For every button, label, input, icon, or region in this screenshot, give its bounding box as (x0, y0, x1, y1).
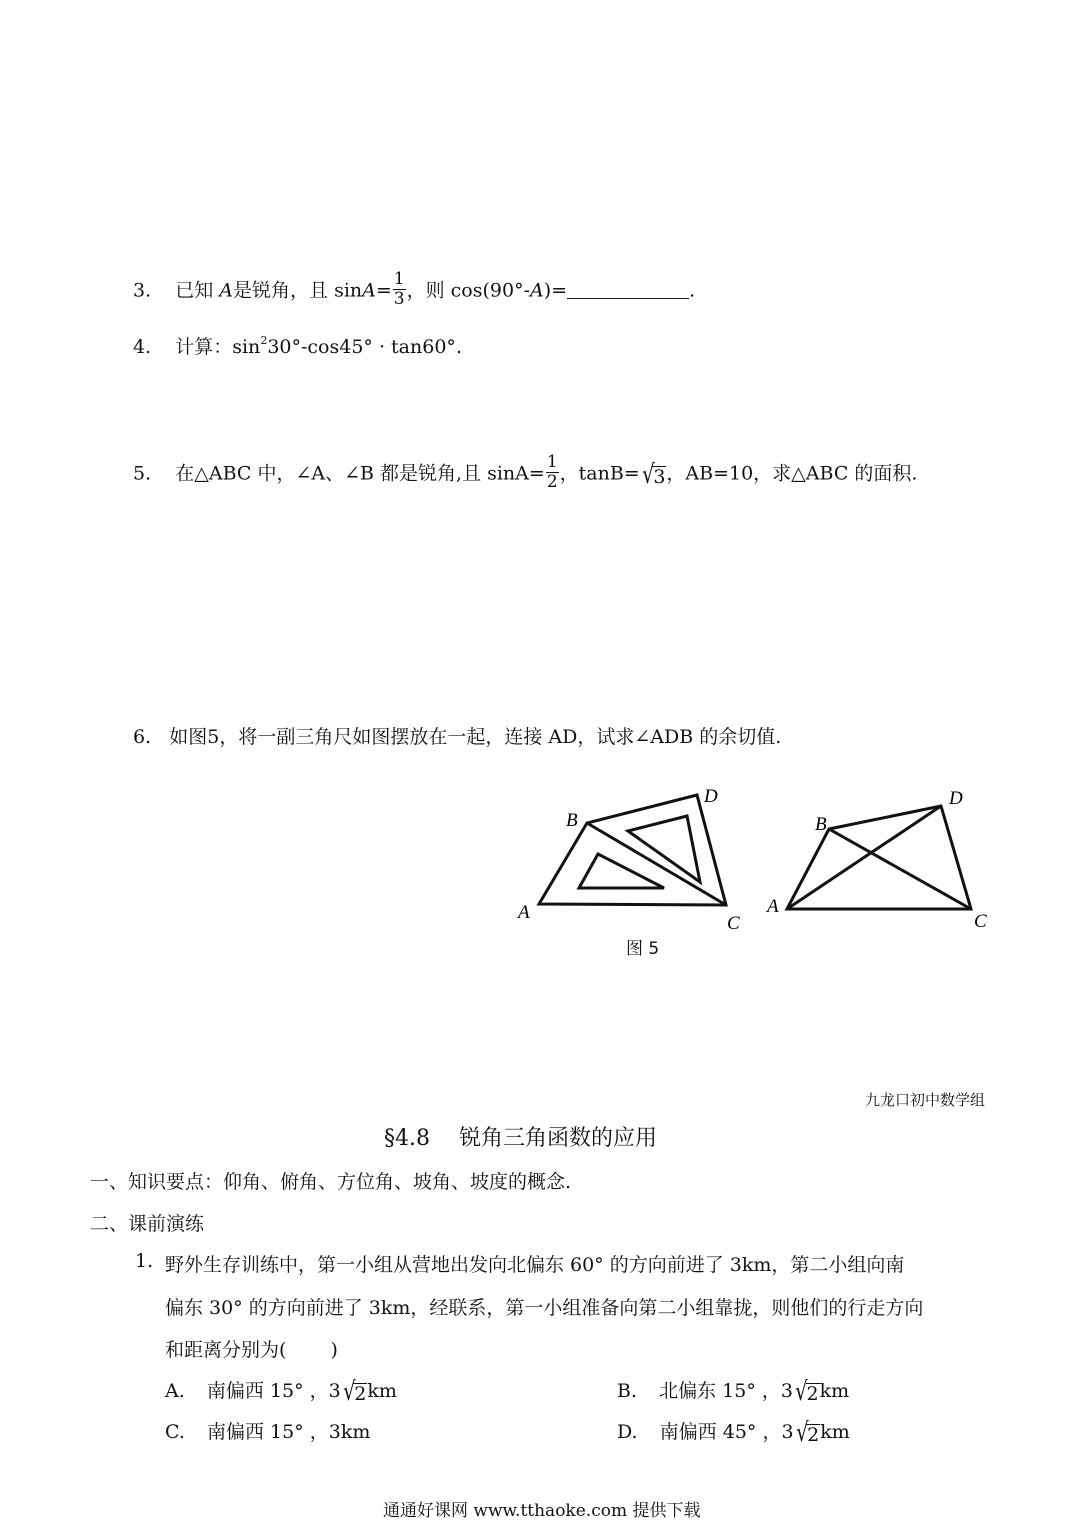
fraction-numerator: 1 (393, 269, 405, 289)
option-a[interactable] (165, 1376, 397, 1405)
option-unit: km (367, 1380, 397, 1402)
option-unit: km (820, 1421, 850, 1443)
problem-1-line-1: 野外生存训练中，第一小组从营地出发向北偏东 60° 的方向前进了 3km，第二小组向南 (165, 1254, 905, 1276)
question-number: 6. (133, 726, 152, 748)
option-label: A. (165, 1380, 185, 1402)
option-d[interactable] (617, 1417, 850, 1446)
right-label-A: A (767, 896, 779, 917)
square-root (640, 459, 667, 490)
fraction (546, 454, 559, 491)
question-text: 是锐角，且 sin (233, 279, 363, 302)
variable: A (530, 279, 544, 302)
header-right: 九龙口初中数学组 (865, 1091, 986, 1109)
variable: A (219, 279, 234, 302)
diagonal-bc (587, 823, 726, 905)
fraction (393, 271, 406, 308)
option-label: C. (165, 1421, 185, 1443)
option-label: D. (617, 1421, 638, 1443)
left-label-C: C (727, 913, 740, 934)
option-text: 北偏东 15° ，3 (659, 1380, 793, 1402)
section-title: §4.8 锐角三角函数的应用 (384, 1126, 657, 1151)
variable: A (362, 279, 376, 302)
option-c[interactable] (165, 1417, 370, 1444)
fraction-denominator: 3 (393, 289, 405, 309)
question-text: 30°-cos45° · tan60°. (267, 336, 462, 358)
option-label: B. (617, 1380, 638, 1402)
option-text: 南偏西 15° ，3 (206, 1380, 341, 1402)
question-number: 5. (133, 462, 152, 485)
superscript: 2 (260, 334, 268, 347)
option-text: 南偏西 15° ，3km (207, 1421, 371, 1443)
radicand: 2 (354, 1383, 367, 1406)
right-label-D: D (949, 788, 963, 809)
answer-blank[interactable] (567, 280, 689, 299)
radicand: 2 (806, 1383, 819, 1406)
square-root (341, 1379, 368, 1405)
equals-sign: = (375, 279, 392, 302)
question-6 (133, 722, 781, 749)
left-label-B: B (566, 810, 578, 831)
question-text: 如图5，将一副三角尺如图摆放在一起，连接 AD，试求∠ADB 的余切值. (169, 726, 782, 748)
question-4 (133, 332, 462, 359)
question-text: ，AB=10，求△ABC 的面积. (666, 462, 918, 485)
radicand: 3 (653, 465, 666, 488)
question-text: 已知 (175, 279, 214, 302)
left-label-A: A (518, 902, 530, 923)
part-one-heading: 一、知识要点：仰角、俯角、方位角、坡角、坡度的概念. (90, 1171, 572, 1193)
radical-sign-icon: √ (795, 1377, 808, 1407)
part-two-heading: 二、课前演练 (90, 1213, 205, 1235)
question-text: ，则 cos(90°- (406, 279, 531, 302)
option-text: 南偏西 45° ，3 (659, 1421, 794, 1443)
figure-caption: 图 5 (626, 939, 660, 959)
question-number: 3. (133, 279, 152, 302)
left-label-D: D (704, 786, 718, 807)
question-number: 4. (133, 336, 152, 358)
radicand: 2 (807, 1424, 820, 1447)
square-root (794, 1420, 821, 1446)
inner-triangle-lower (579, 854, 664, 888)
radical-sign-icon: √ (342, 1377, 356, 1407)
question-text: 在△ABC 中，∠A、∠B 都是锐角,且 sinA= (175, 462, 545, 485)
fraction-numerator: 1 (546, 452, 558, 472)
question-text: )= (543, 279, 568, 302)
right-label-C: C (974, 911, 987, 932)
problem-1-line-2: 偏东 30° 的方向前进了 3km，经联系，第一小组准备向第二小组靠拢，则他们的行走方向 (165, 1297, 924, 1319)
option-b[interactable] (617, 1376, 849, 1405)
option-unit: km (819, 1380, 850, 1402)
period: . (689, 279, 696, 302)
right-label-B: B (815, 814, 827, 835)
problem-1-number: 1. (135, 1250, 154, 1272)
inner-triangle-upper (628, 816, 700, 882)
question-text: ，tanB= (559, 462, 640, 485)
question-3 (133, 269, 696, 310)
question-5 (133, 452, 918, 493)
question-text: 计算：sin (175, 336, 261, 358)
radical-sign-icon: √ (795, 1418, 809, 1448)
fraction-denominator: 2 (546, 472, 558, 492)
radical-sign-icon: √ (641, 459, 655, 490)
square-root (793, 1379, 820, 1405)
problem-1-line-3: 和距离分别为( ) (165, 1339, 338, 1361)
footer: 通通好课网 www.tthaoke.com 提供下载 (383, 1501, 701, 1521)
figure-5 (500, 780, 1020, 970)
